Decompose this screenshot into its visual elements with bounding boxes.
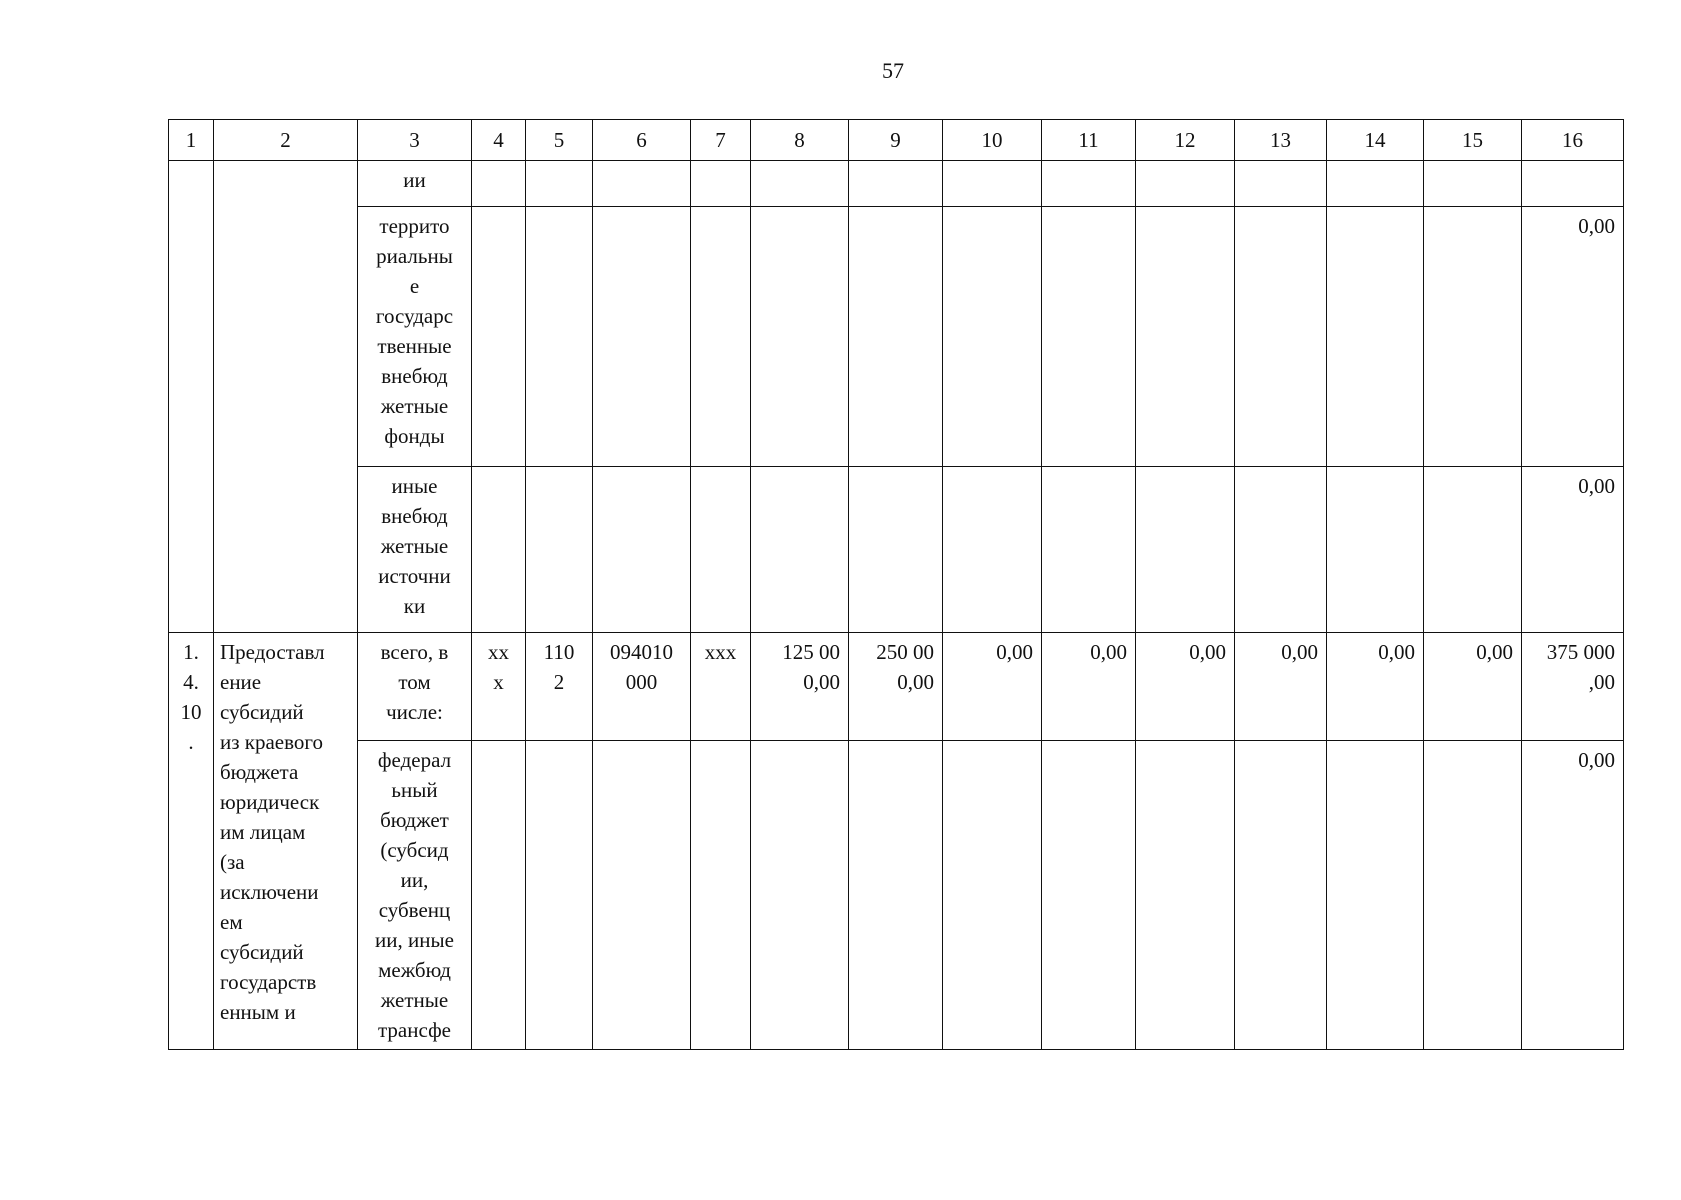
cell-value: 0,00 (1136, 633, 1235, 741)
column-header: 4 (472, 120, 526, 161)
cell-expense-type: ххх (691, 633, 751, 741)
cell-value: 0,00 (1042, 633, 1136, 741)
cell-number: 1. 4. 10 . (169, 633, 214, 1050)
cell-number (169, 161, 214, 633)
cell-total: 0,00 (1522, 467, 1624, 633)
cell-value: 0,00 (1327, 633, 1424, 741)
column-header: 16 (1522, 120, 1624, 161)
column-header: 5 (526, 120, 593, 161)
page-number: 57 (882, 58, 904, 83)
column-header: 15 (1424, 120, 1522, 161)
column-header: 8 (751, 120, 849, 161)
column-header: 9 (849, 120, 943, 161)
column-header: 12 (1136, 120, 1235, 161)
cell-value: 0,00 (1235, 633, 1327, 741)
cell-source: всего, в том числе: (358, 633, 472, 741)
cell-source: террито риальны е государс твенные внебюд жетные фонды (358, 207, 472, 467)
table-row (169, 741, 1624, 1050)
cell-total: 0,00 (1522, 741, 1624, 1050)
column-header: 11 (1042, 120, 1136, 161)
cell-total: 375 000 ,00 (1522, 633, 1624, 741)
column-number-row (169, 120, 1624, 161)
table-row (169, 633, 1624, 741)
table-row (169, 161, 1624, 207)
column-header: 2 (214, 120, 358, 161)
column-header: 10 (943, 120, 1042, 161)
table-row (169, 467, 1624, 633)
column-header: 13 (1235, 120, 1327, 161)
cell-description (214, 161, 358, 633)
cell-source: иные внебюд жетные источни ки (358, 467, 472, 633)
cell-description: Предоставл ение субсидий из краевого бюджета юридическ им лицам (за исключени ем субсидий государств енным и (214, 633, 358, 1050)
cell-source: ии (358, 161, 472, 207)
column-header: 7 (691, 120, 751, 161)
column-header: 3 (358, 120, 472, 161)
cell-section: 110 2 (526, 633, 593, 741)
cell-value: 0,00 (1424, 633, 1522, 741)
column-header: 14 (1327, 120, 1424, 161)
budget-table (168, 119, 1624, 1050)
cell-source: федерал ьный бюджет (субсид ии, субвенц ии, иные межбюд жетные трансфе (358, 741, 472, 1050)
table-row (169, 207, 1624, 467)
cell-value: 125 00 0,00 (751, 633, 849, 741)
cell-target-article: 094010 000 (593, 633, 691, 741)
cell-value: 0,00 (943, 633, 1042, 741)
column-header: 6 (593, 120, 691, 161)
cell-value: 250 00 0,00 (849, 633, 943, 741)
column-header: 1 (169, 120, 214, 161)
cell-total: 0,00 (1522, 207, 1624, 467)
cell-grbs: хх х (472, 633, 526, 741)
